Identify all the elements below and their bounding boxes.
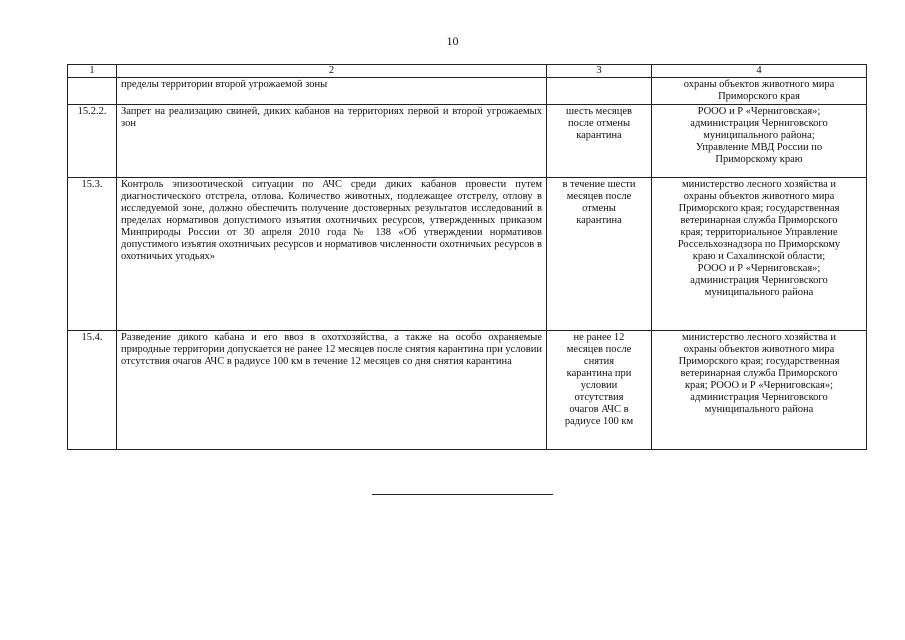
page-number: 10 (446, 34, 459, 48)
column-header-3: 3 (547, 65, 652, 78)
table-row (68, 78, 867, 105)
measure-term: шесть месяцев после отмены карантина (547, 105, 652, 178)
column-header-1: 1 (68, 65, 117, 78)
table-row (68, 178, 867, 331)
responsible-parties: министерство лесного хозяйства и охраны объектов животного мира Приморского края; государственная ветеринарная служба Приморского края; РООО и Р «Черниговская»; администрация Черниговского муниципального района (652, 331, 867, 450)
measure-term (547, 78, 652, 105)
end-of-document-line (372, 494, 553, 495)
item-number: 15.3. (68, 178, 117, 331)
measure-text: пределы территории второй угрожаемой зоны (117, 78, 547, 105)
responsible-parties: охраны объектов животного мира Приморского края (652, 78, 867, 105)
measure-term: не ранее 12 месяцев после снятия карантина при условии отсутствия очагов АЧС в радиусе 100 км (547, 331, 652, 450)
responsible-parties: РООО и Р «Черниговская»; администрация Черниговского муниципального района; Управление МВД России по Приморскому краю (652, 105, 867, 178)
table-row (68, 105, 867, 178)
measures-table (67, 64, 867, 450)
column-header-2: 2 (117, 65, 547, 78)
measure-text: Запрет на реализацию свиней, диких кабанов на территориях первой и второй угрожаемых зон (117, 105, 547, 178)
measure-text: Разведение дикого кабана и его ввоз в охотхозяйства, а также на особо охраняемые природные территории допускается не ранее 12 месяцев после снятия карантина при условии отсутствия очагов АЧС в радиусе 100 км в течение 12 месяцев со дня снятия карантина (117, 331, 547, 450)
responsible-parties: министерство лесного хозяйства и охраны объектов животного мира Приморского края; государственная ветеринарная служба Приморского края; территориальное Управление Россельхознадзора по Приморскому краю и Сахалинской области; РООО и Р «Черниговская»; администрация Черниговского муниципального района (652, 178, 867, 331)
item-number: 15.4. (68, 331, 117, 450)
table-row (68, 331, 867, 450)
table-header-row (68, 65, 867, 78)
measure-text: Контроль эпизоотической ситуации по АЧС среди диких кабанов провести путем диагностического отстрела, отлова. Количество животных, подлежащее отстрелу, отлову в исследуемой зоне, должно обеспечить получение достоверных результатов исследований в пределах нормативов допустимого изъятия охотничьих ресурсов, утвержденных приказом Минприроды России от 30 апреля 2010 года № 138 «Об утверждении нормативов допустимого изъятия охотничьих ресурсов и нормативов численности охотничьих ресурсов в охотничьих угодьях» (117, 178, 547, 331)
measure-term: в течение шести месяцев после отмены карантина (547, 178, 652, 331)
item-number: 15.2.2. (68, 105, 117, 178)
item-number (68, 78, 117, 105)
column-header-4: 4 (652, 65, 867, 78)
